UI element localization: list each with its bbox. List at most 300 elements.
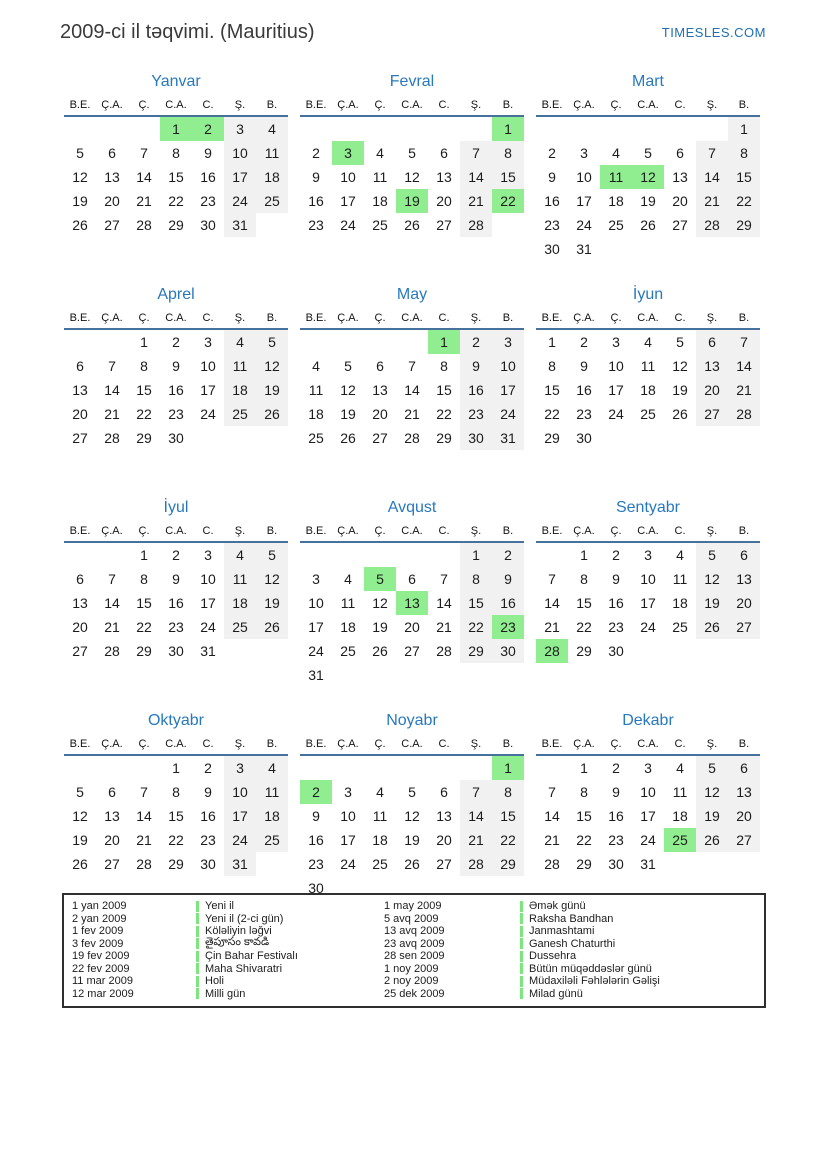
day-header: Ç.	[600, 736, 632, 755]
day-cell: 3	[312, 571, 320, 587]
empty-cell	[492, 213, 524, 237]
day-cell: 22	[492, 828, 524, 852]
day-cell: 23	[576, 406, 592, 422]
day-cell: 10	[224, 141, 256, 165]
month-title-may[interactable]: May	[396, 286, 428, 303]
holiday-marker-bar	[520, 988, 523, 999]
day-cell: 10	[640, 784, 656, 800]
day-cell: 17	[224, 804, 256, 828]
day-cell: 9	[312, 808, 320, 824]
day-cell: 3	[612, 334, 620, 350]
day-cell: 21	[436, 619, 452, 635]
day-cell: 18	[672, 595, 688, 611]
day-cell: 1	[580, 760, 588, 776]
day-cell: 11	[372, 808, 388, 824]
day-cell: 22	[576, 832, 592, 848]
day-header: C.	[664, 97, 696, 116]
day-cell: 7	[140, 784, 148, 800]
month-title-noyabr[interactable]: Noyabr	[386, 712, 438, 729]
day-header: Ç.	[600, 97, 632, 116]
day-cell: 12	[404, 808, 420, 824]
day-header: Ç.A.	[332, 97, 364, 116]
day-cell: 8	[460, 567, 492, 591]
legend-date: 22 fev 2009	[72, 962, 130, 975]
empty-cell	[428, 663, 460, 687]
empty-cell	[300, 755, 332, 780]
day-cell: 22	[136, 619, 152, 635]
day-cell: 11	[600, 165, 632, 189]
day-header: C.	[664, 523, 696, 542]
day-cell: 30	[544, 241, 560, 257]
day-cell: 23	[608, 832, 624, 848]
empty-cell	[460, 755, 492, 780]
day-cell: 21	[104, 619, 120, 635]
empty-cell	[300, 329, 332, 354]
day-cell: 2	[580, 334, 588, 350]
day-cell: 8	[728, 141, 760, 165]
day-cell: 8	[172, 784, 180, 800]
month-title-fevral[interactable]: Fevral	[389, 73, 435, 90]
day-cell: 28	[460, 213, 492, 237]
day-cell: 23	[200, 832, 216, 848]
day-cell: 5	[364, 567, 396, 591]
day-cell: 30	[460, 426, 492, 450]
empty-cell	[664, 116, 696, 141]
empty-cell	[300, 542, 332, 567]
day-cell: 4	[224, 542, 256, 567]
day-cell: 8	[580, 571, 588, 587]
day-cell: 27	[436, 856, 452, 872]
day-header: B.	[728, 736, 760, 755]
day-cell: 3	[204, 334, 212, 350]
day-cell: 14	[728, 354, 760, 378]
day-cell: 28	[136, 856, 152, 872]
day-cell: 26	[72, 856, 88, 872]
legend-holiday-name: Dussehra	[529, 950, 577, 963]
day-header: C.	[428, 310, 460, 329]
day-cell: 10	[200, 358, 216, 374]
day-cell: 30	[608, 856, 624, 872]
day-cell: 20	[436, 193, 452, 209]
day-cell: 10	[224, 780, 256, 804]
day-cell: 31	[200, 643, 216, 659]
empty-cell	[568, 116, 600, 141]
day-cell: 13	[672, 169, 688, 185]
day-cell: 10	[200, 571, 216, 587]
day-header: C.	[192, 97, 224, 116]
empty-cell	[332, 329, 364, 354]
day-cell: 8	[548, 358, 556, 374]
month-may	[300, 286, 524, 499]
day-cell: 9	[172, 571, 180, 587]
day-cell: 2	[300, 780, 332, 804]
day-cell: 19	[696, 804, 728, 828]
empty-cell	[364, 116, 396, 141]
empty-cell	[64, 542, 96, 567]
day-cell: 11	[640, 358, 656, 374]
day-header: B.E.	[536, 310, 568, 329]
day-header: Ş.	[460, 97, 492, 116]
legend-holiday-name: Yeni il	[205, 900, 234, 912]
day-cell: 24	[308, 643, 324, 659]
day-header: B.	[492, 736, 524, 755]
legend-holiday-name: Janmashtami	[529, 925, 595, 938]
day-header: C.	[428, 523, 460, 542]
day-cell: 20	[104, 193, 120, 209]
day-header: B.	[256, 97, 288, 116]
day-header: B.E.	[64, 97, 96, 116]
day-cell: 23	[608, 619, 624, 635]
day-header: C.	[192, 523, 224, 542]
day-cell: 10	[576, 169, 592, 185]
legend-date: 11 mar 2009	[72, 975, 133, 988]
legend-item	[384, 975, 756, 987]
day-header: Ç.A.	[568, 310, 600, 329]
day-cell: 11	[672, 571, 688, 587]
month-title-dekabr[interactable]: Dekabr	[622, 712, 674, 729]
legend-holiday-name: తైపూసం కావడి	[205, 936, 270, 949]
day-cell: 2	[172, 334, 180, 350]
day-cell: 15	[168, 169, 184, 185]
day-cell: 20	[436, 832, 452, 848]
day-cell: 6	[108, 784, 116, 800]
day-cell: 20	[672, 193, 688, 209]
empty-cell	[460, 663, 492, 687]
day-cell: 16	[460, 378, 492, 402]
day-cell: 9	[492, 567, 524, 591]
legend-date: 13 avq 2009	[384, 925, 445, 938]
day-cell: 1	[160, 116, 192, 141]
day-cell: 8	[140, 358, 148, 374]
empty-cell	[96, 116, 128, 141]
day-cell: 4	[312, 358, 320, 374]
day-cell: 3	[224, 755, 256, 780]
empty-cell	[396, 116, 428, 141]
day-cell: 5	[76, 145, 84, 161]
day-cell: 20	[404, 619, 420, 635]
day-cell: 19	[672, 382, 688, 398]
day-cell: 22	[436, 406, 452, 422]
day-cell: 24	[340, 217, 356, 233]
day-header: Ç.A.	[568, 523, 600, 542]
month-table-may	[300, 310, 524, 450]
day-cell: 17	[200, 382, 216, 398]
day-cell: 12	[256, 567, 288, 591]
day-cell: 22	[576, 619, 592, 635]
day-cell: 26	[372, 643, 388, 659]
legend-holiday-name: Yeni il (2-ci gün)	[205, 912, 284, 925]
day-cell: 14	[136, 808, 152, 824]
empty-cell	[64, 755, 96, 780]
legend-date: 1 noy 2009	[384, 962, 439, 975]
day-cell: 11	[224, 567, 256, 591]
day-cell: 12	[696, 567, 728, 591]
day-cell: 23	[168, 406, 184, 422]
day-cell: 11	[308, 382, 324, 398]
day-cell: 21	[460, 189, 492, 213]
day-cell: 15	[136, 595, 152, 611]
day-cell: 13	[104, 808, 120, 824]
day-cell: 11	[340, 595, 356, 611]
day-cell: 15	[136, 382, 152, 398]
day-header: B.	[492, 310, 524, 329]
day-cell: 26	[340, 430, 356, 446]
day-cell: 16	[168, 595, 184, 611]
month-title-aprel[interactable]: Aprel	[157, 286, 195, 303]
day-cell: 29	[544, 430, 560, 446]
empty-cell	[192, 426, 224, 450]
day-cell: 9	[548, 169, 556, 185]
holiday-marker-bar	[196, 901, 199, 912]
day-cell: 13	[372, 382, 388, 398]
day-cell: 12	[340, 382, 356, 398]
day-header: C.A.	[632, 523, 664, 542]
day-cell: 26	[672, 406, 688, 422]
day-header: Ç.A.	[568, 97, 600, 116]
day-cell: 9	[204, 145, 212, 161]
day-cell: 9	[172, 358, 180, 374]
day-cell: 29	[136, 643, 152, 659]
day-cell: 19	[72, 193, 88, 209]
day-cell: 20	[72, 406, 88, 422]
day-cell: 17	[200, 595, 216, 611]
day-cell: 8	[492, 141, 524, 165]
month-title-iyul[interactable]: İyul	[163, 499, 189, 516]
day-cell: 14	[460, 165, 492, 189]
empty-cell	[364, 663, 396, 687]
day-cell: 1	[492, 116, 524, 141]
day-cell: 12	[404, 169, 420, 185]
empty-cell	[664, 639, 696, 663]
day-cell: 18	[372, 832, 388, 848]
day-header: Ç.	[128, 310, 160, 329]
legend-holiday-name: Raksha Bandhan	[529, 912, 614, 925]
month-table-mart	[536, 97, 760, 261]
day-cell: 19	[396, 189, 428, 213]
day-cell: 28	[728, 402, 760, 426]
day-cell: 25	[308, 430, 324, 446]
day-header: Ç.A.	[96, 97, 128, 116]
empty-cell	[364, 755, 396, 780]
day-cell: 20	[104, 832, 120, 848]
day-cell: 5	[408, 145, 416, 161]
day-header: C.A.	[160, 523, 192, 542]
day-cell: 16	[576, 382, 592, 398]
day-cell: 1	[140, 334, 148, 350]
day-cell: 2	[492, 542, 524, 567]
empty-cell	[492, 663, 524, 687]
holiday-marker-bar	[520, 926, 523, 937]
day-header: B.E.	[64, 523, 96, 542]
day-cell: 22	[460, 615, 492, 639]
day-cell: 19	[72, 832, 88, 848]
day-cell: 29	[168, 217, 184, 233]
day-cell: 19	[340, 406, 356, 422]
day-cell: 3	[580, 145, 588, 161]
month-table-fevral	[300, 97, 524, 237]
day-cell: 23	[308, 856, 324, 872]
empty-cell	[256, 639, 288, 663]
day-header: C.A.	[160, 736, 192, 755]
legend-date: 12 mar 2009	[72, 987, 134, 1000]
empty-cell	[128, 755, 160, 780]
holiday-marker-bar	[520, 976, 523, 987]
month-table-noyabr	[300, 736, 524, 900]
brand-link[interactable]: TIMESLES.COM	[661, 25, 766, 40]
day-cell: 4	[676, 760, 684, 776]
day-cell: 25	[340, 643, 356, 659]
empty-cell	[364, 542, 396, 567]
empty-cell	[224, 426, 256, 450]
day-cell: 16	[608, 595, 624, 611]
empty-cell	[600, 116, 632, 141]
day-cell: 12	[672, 358, 688, 374]
day-cell: 18	[224, 378, 256, 402]
day-cell: 18	[256, 165, 288, 189]
day-cell: 23	[492, 615, 524, 639]
empty-cell	[728, 237, 760, 261]
day-cell: 30	[200, 217, 216, 233]
day-cell: 18	[672, 808, 688, 824]
day-header: B.	[256, 523, 288, 542]
empty-cell	[728, 426, 760, 450]
day-cell: 17	[640, 808, 656, 824]
empty-cell	[428, 116, 460, 141]
month-title-mart[interactable]: Mart	[632, 73, 664, 90]
day-cell: 18	[308, 406, 324, 422]
day-cell: 22	[168, 193, 184, 209]
day-cell: 7	[548, 571, 556, 587]
day-header: C.A.	[632, 97, 664, 116]
month-title-yanvar[interactable]: Yanvar	[151, 73, 201, 90]
day-cell: 4	[224, 329, 256, 354]
day-cell: 25	[608, 217, 624, 233]
empty-cell	[664, 852, 696, 876]
day-cell: 30	[200, 856, 216, 872]
day-cell: 6	[728, 542, 760, 567]
day-header: C.A.	[396, 97, 428, 116]
day-cell: 20	[72, 619, 88, 635]
day-cell: 3	[492, 329, 524, 354]
legend-date: 1 yan 2009	[72, 900, 127, 912]
day-header: B.E.	[300, 736, 332, 755]
day-cell: 25	[672, 619, 688, 635]
empty-cell	[428, 755, 460, 780]
month-sentyabr	[536, 499, 760, 712]
day-header: C.	[664, 310, 696, 329]
day-header: Ş.	[224, 97, 256, 116]
day-cell: 11	[256, 780, 288, 804]
day-cell: 19	[372, 619, 388, 635]
month-title-sentyabr[interactable]: Sentyabr	[615, 499, 681, 516]
legend-date: 19 fev 2009	[72, 950, 130, 963]
day-cell: 11	[372, 169, 388, 185]
day-cell: 31	[224, 213, 256, 237]
day-cell: 16	[200, 808, 216, 824]
legend-date: 2 noy 2009	[384, 975, 439, 988]
day-cell: 6	[728, 755, 760, 780]
month-title-iyun[interactable]: İyun	[632, 286, 664, 303]
day-cell: 20	[728, 591, 760, 615]
empty-cell	[600, 237, 632, 261]
day-cell: 15	[492, 804, 524, 828]
day-cell: 15	[460, 591, 492, 615]
day-header: Ç.	[600, 310, 632, 329]
empty-cell	[536, 542, 568, 567]
month-title-oktyabr[interactable]: Oktyabr	[147, 712, 204, 729]
day-cell: 25	[640, 406, 656, 422]
day-header: Ş.	[696, 523, 728, 542]
empty-cell	[728, 852, 760, 876]
day-cell: 4	[256, 755, 288, 780]
day-header: B.	[256, 310, 288, 329]
day-cell: 1	[428, 329, 460, 354]
day-header: B.E.	[536, 97, 568, 116]
month-table-iyul	[64, 523, 288, 663]
day-header: Ş.	[224, 310, 256, 329]
empty-cell	[632, 116, 664, 141]
day-cell: 12	[72, 169, 88, 185]
day-cell: 6	[376, 358, 384, 374]
day-cell: 24	[224, 828, 256, 852]
day-cell: 27	[72, 643, 88, 659]
day-cell: 28	[696, 213, 728, 237]
legend-item	[384, 913, 756, 925]
empty-cell	[64, 329, 96, 354]
day-header: B.E.	[300, 310, 332, 329]
day-header: C.A.	[396, 736, 428, 755]
empty-cell	[396, 329, 428, 354]
day-header: B.E.	[536, 736, 568, 755]
day-cell: 13	[696, 354, 728, 378]
day-cell: 27	[672, 217, 688, 233]
day-cell: 28	[104, 643, 120, 659]
day-cell: 27	[404, 643, 420, 659]
day-cell: 28	[104, 430, 120, 446]
day-header: C.	[428, 97, 460, 116]
day-cell: 31	[492, 426, 524, 450]
empty-cell	[332, 542, 364, 567]
day-cell: 7	[460, 141, 492, 165]
day-header: B.	[728, 310, 760, 329]
day-cell: 7	[728, 329, 760, 354]
day-cell: 7	[696, 141, 728, 165]
day-header: B.	[492, 97, 524, 116]
month-title-avqust[interactable]: Avqust	[387, 499, 437, 516]
day-cell: 6	[676, 145, 684, 161]
empty-cell	[536, 755, 568, 780]
day-cell: 30	[576, 430, 592, 446]
day-cell: 15	[728, 165, 760, 189]
day-header: Ç.A.	[96, 736, 128, 755]
day-cell: 18	[256, 804, 288, 828]
day-cell: 21	[460, 828, 492, 852]
day-cell: 19	[256, 591, 288, 615]
holiday-marker-bar	[196, 976, 199, 987]
day-header: C.A.	[160, 97, 192, 116]
day-cell: 28	[536, 639, 568, 663]
holiday-marker-bar	[520, 913, 523, 924]
day-cell: 3	[344, 784, 352, 800]
day-cell: 2	[612, 547, 620, 563]
day-header: Ç.	[128, 523, 160, 542]
day-cell: 24	[576, 217, 592, 233]
day-cell: 16	[308, 832, 324, 848]
day-cell: 18	[608, 193, 624, 209]
day-cell: 17	[308, 619, 324, 635]
empty-cell	[256, 852, 288, 876]
day-cell: 19	[256, 378, 288, 402]
